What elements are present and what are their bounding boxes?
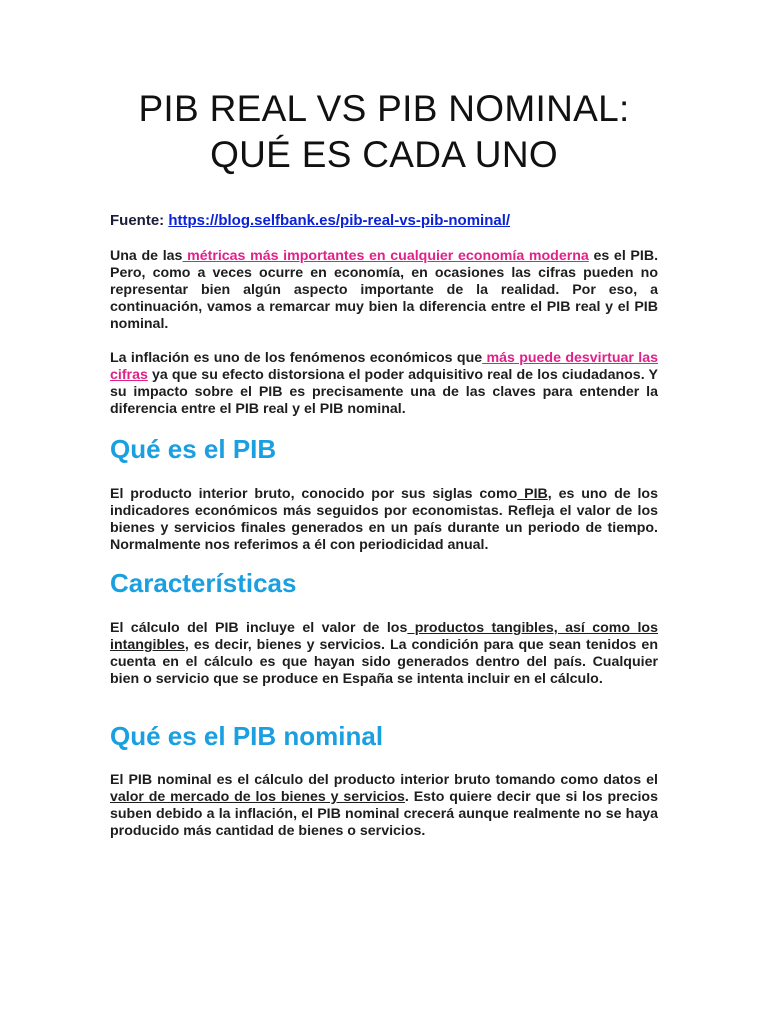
title-line-1: PIB REAL VS PIB NOMINAL: — [138, 88, 630, 129]
p4-text-a: El cálculo del PIB incluye el valor de los — [110, 620, 408, 636]
p2-link[interactable]: más puede desvirtuar las cifras — [110, 350, 658, 383]
p2-text-b: ya que su efecto distorsiona el poder adquisitivo real de los ciudadanos. Y su impacto sobre el PIB es precisamente una de las claves para entender la diferencia entre el PIB real y el PIB nominal. — [110, 367, 658, 417]
heading-que-es-pib: Qué es el PIB — [110, 434, 277, 464]
page-title — [60, 86, 708, 178]
p4-link[interactable]: productos tangibles, así como los intangibles — [110, 620, 658, 653]
pib-nominal-paragraph — [110, 772, 658, 840]
p3-text-b: , es uno de los indicadores económicos más seguidos por economistas. Refleja el valor de los bienes y servicios finales generados en un país durante un periodo de tiempo. Normalmente nos referimos a él con periodicidad anual. — [110, 486, 658, 553]
pib-definition-paragraph — [110, 486, 658, 554]
p5-link[interactable]: valor de mercado de los bienes y servicios — [110, 789, 405, 805]
p2-text-a: La inflación es uno de los fenómenos económicos que — [110, 350, 483, 366]
title-line-2: QUÉ ES CADA UNO — [210, 134, 558, 175]
intro-paragraph — [110, 248, 658, 333]
inflation-paragraph — [110, 350, 658, 418]
p1-link[interactable]: métricas más importantes en cualquier economía moderna — [182, 248, 589, 264]
p3-text-a: El producto interior bruto, conocido por sus siglas como — [110, 486, 518, 502]
p4-text-b: , es decir, bienes y servicios. La condición para que sean tenidos en cuenta en el cálculo es que hayan sido generados dentro del país. Cualquier bien o servicio que se produce en España se intenta incluir en el cálculo. — [110, 637, 658, 687]
caracteristicas-paragraph — [110, 620, 658, 688]
source-line — [110, 212, 510, 229]
p5-text-a: El PIB nominal es el cálculo del producto interior bruto tomando como datos el — [110, 772, 658, 788]
heading-caracteristicas: Características — [110, 568, 297, 598]
p1-text-a: Una de las — [110, 248, 183, 264]
p5-text-b: . Esto quiere decir que si los precios suben debido a la inflación, el PIB nominal crecerá aunque realmente no se haya producido más cantidad de bienes o servicios. — [110, 789, 658, 839]
source-link[interactable]: https://blog.selfbank.es/pib-real-vs-pib-nominal/ — [168, 212, 511, 229]
p1-text-b: es el PIB. Pero, como a veces ocurre en economía, en ocasiones las cifras pueden no representar bien algún aspecto importante de la realidad. Por eso, a continuación, vamos a remarcar muy bien la diferencia entre el PIB real y el PIB nominal. — [110, 248, 659, 332]
heading-pib-nominal: Qué es el PIB nominal — [110, 721, 384, 751]
p3-link[interactable]: PIB — [517, 486, 548, 502]
source-label: Fuente: — [110, 212, 165, 229]
